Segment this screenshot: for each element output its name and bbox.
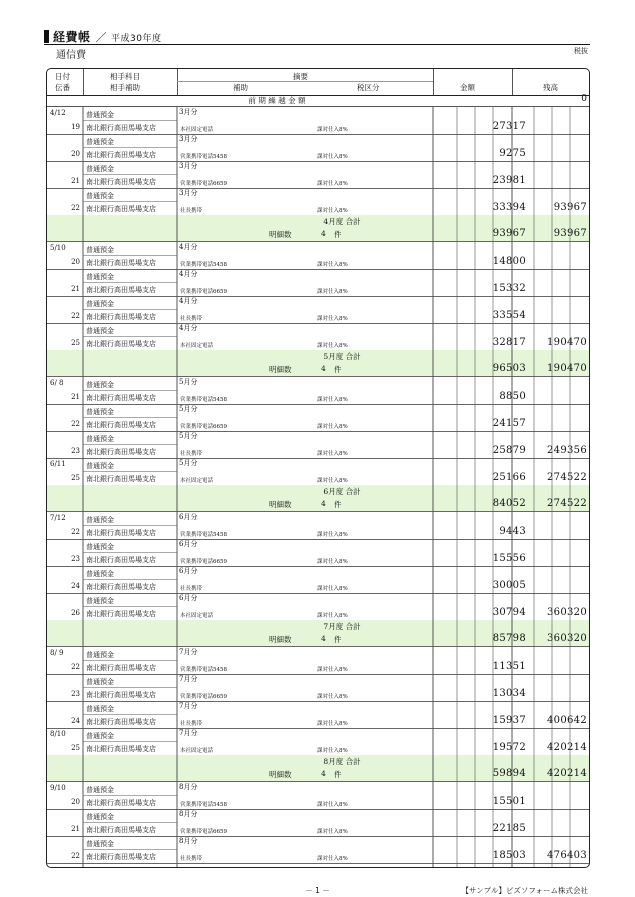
table-row	[47, 809, 589, 837]
entry-memo: 3月分	[179, 135, 198, 143]
entry-counter-sub: 南北銀行高田馬場支店	[86, 259, 156, 267]
entry-counter-account: 普通預金	[86, 840, 114, 848]
entry-tax-category: 課対仕入8%	[317, 127, 348, 133]
entry-slip-number: 22	[71, 528, 80, 536]
account-name: 通信費	[56, 50, 86, 61]
entry-memo: 3月分	[179, 162, 198, 170]
entry-memo: 5月分	[179, 405, 198, 413]
entry-subsidiary: 社長携帯	[180, 856, 203, 862]
entry-amount: 32817	[492, 337, 526, 348]
entry-counter-sub: 南北銀行高田馬場支店	[86, 610, 156, 618]
entry-slip-number: 21	[71, 825, 80, 833]
entry-amount: 25879	[492, 445, 526, 456]
entry-counter-sub: 南北銀行高田馬場支店	[86, 718, 156, 726]
entry-balance: 249356	[547, 445, 587, 456]
entry-tax-category: 課対仕入8%	[317, 613, 348, 619]
entry-tax-category: 課対仕入8%	[317, 559, 348, 565]
row-divider	[83, 174, 177, 175]
company-name: 【サンプル】ビズソフォーム株式会社	[461, 886, 588, 895]
table-row	[47, 296, 589, 324]
entry-counter-sub: 南北銀行高田馬場支店	[86, 340, 156, 348]
header-balance: 残高	[543, 83, 558, 92]
entry-memo: 4月分	[179, 324, 198, 332]
entry-slip-number: 22	[71, 420, 80, 428]
entry-amount: 23981	[492, 175, 526, 186]
entry-date: 7/12	[50, 514, 66, 522]
monthly-subtotal-row	[47, 350, 589, 377]
entry-amount: 15937	[492, 715, 526, 726]
entry-subsidiary: 社長携帯	[180, 721, 203, 727]
header-counter-sub: 相手補助	[110, 83, 140, 92]
entry-memo: 6月分	[179, 540, 198, 548]
entry-counter-sub: 南北銀行高田馬場支店	[86, 556, 156, 564]
entry-slip-number: 20	[71, 798, 80, 806]
entry-subsidiary: 営業携帯電話6659	[180, 829, 227, 835]
subtotal-amount: 59894	[492, 768, 526, 779]
entry-counter-sub: 南北銀行高田馬場支店	[86, 799, 156, 807]
entry-memo: 6月分	[179, 513, 198, 521]
entry-amount: 27317	[492, 121, 526, 132]
entry-slip-number: 20	[71, 258, 80, 266]
entry-amount: 15556	[492, 553, 526, 564]
carryover-label: 前 期 繰 越 金 額	[248, 96, 306, 105]
entry-counter-sub: 南北銀行高田馬場支店	[86, 313, 156, 321]
entry-tax-category: 課対仕入8%	[317, 316, 348, 322]
fiscal-period: 平成30年度	[111, 34, 162, 44]
entry-counter-account: 普通預金	[86, 192, 114, 200]
entry-amount: 25166	[492, 472, 526, 483]
row-divider	[83, 282, 177, 283]
entry-subsidiary: 営業携帯電話6659	[180, 424, 227, 430]
entry-amount: 22185	[492, 823, 526, 834]
entry-counter-sub: 南北銀行高田馬場支店	[86, 421, 156, 429]
entry-counter-account: 普通預金	[86, 462, 114, 470]
header-date: 日付	[55, 72, 70, 81]
entry-date: 6/11	[50, 460, 66, 468]
header-tax-category: 税区分	[357, 83, 380, 92]
entry-counter-sub: 南北銀行高田馬場支店	[86, 286, 156, 294]
header-amount: 金額	[460, 83, 475, 92]
table-row	[47, 647, 589, 675]
entry-subsidiary: 営業携帯電話5458	[180, 154, 227, 160]
entry-counter-account: 普通預金	[86, 327, 114, 335]
page-number: － 1 －	[305, 886, 330, 895]
entry-subsidiary: 営業携帯電話5458	[180, 667, 227, 673]
entry-subsidiary: 社長携帯	[180, 586, 203, 592]
entry-tax-category: 課対仕入8%	[317, 424, 348, 430]
table-row	[47, 782, 589, 810]
entry-amount: 30005	[492, 580, 526, 591]
subtotal-label: 8月度 合計	[323, 757, 361, 766]
row-divider	[83, 849, 177, 850]
subtotal-count-unit: 件	[334, 365, 342, 374]
subtotal-amount: 85798	[492, 633, 526, 644]
subtotal-label: 7月度 合計	[323, 622, 361, 631]
entry-balance: 420214	[547, 742, 587, 753]
subtotal-balance: 420214	[547, 768, 587, 779]
table-row	[47, 458, 589, 486]
entry-tax-category: 課対仕入8%	[317, 667, 348, 673]
entry-counter-account: 普通預金	[86, 408, 114, 416]
row-divider	[83, 579, 177, 580]
entry-memo: 5月分	[179, 378, 198, 386]
entry-slip-number: 23	[71, 447, 80, 455]
entry-memo: 6月分	[179, 594, 198, 602]
entry-tax-category: 課対仕入8%	[317, 829, 348, 835]
entry-counter-account: 普通預金	[86, 651, 114, 659]
ledger-table	[46, 68, 590, 868]
entry-slip-number: 22	[71, 852, 80, 860]
row-divider	[83, 822, 177, 823]
entry-slip-number: 25	[71, 339, 80, 347]
table-row	[47, 512, 589, 540]
entry-slip-number: 21	[71, 393, 80, 401]
subtotal-count: 4	[321, 769, 326, 778]
entry-subsidiary: 営業携帯電話5458	[180, 802, 227, 808]
entry-counter-account: 普通預金	[86, 678, 114, 686]
entry-counter-sub: 南北銀行高田馬場支店	[86, 475, 156, 483]
entry-subsidiary: 営業携帯電話6659	[180, 289, 227, 295]
entry-memo: 8月分	[179, 837, 198, 845]
entry-amount: 19572	[492, 742, 526, 753]
entry-tax-category: 課対仕入8%	[317, 208, 348, 214]
table-row	[47, 404, 589, 432]
entry-counter-sub: 南北銀行高田馬場支店	[86, 448, 156, 456]
subtotal-balance: 360320	[547, 633, 587, 644]
entry-memo: 7月分	[179, 648, 198, 656]
entry-counter-account: 普通預金	[86, 543, 114, 551]
entry-tax-category: 課対仕入8%	[317, 802, 348, 808]
row-divider	[83, 795, 177, 796]
row-divider	[83, 390, 177, 391]
entry-counter-account: 普通預金	[86, 246, 114, 254]
subtotal-count-label: 明細数	[269, 770, 292, 779]
row-divider	[83, 606, 177, 607]
monthly-subtotal-row	[47, 485, 589, 512]
entry-balance: 476403	[547, 850, 587, 861]
row-divider	[83, 714, 177, 715]
entry-memo: 4月分	[179, 243, 198, 251]
entry-amount: 14800	[492, 256, 526, 267]
title-bar-mark	[44, 30, 49, 43]
entry-counter-account: 普通預金	[86, 516, 114, 524]
entry-slip-number: 22	[71, 312, 80, 320]
row-divider	[83, 660, 177, 661]
entry-tax-category: 課対仕入8%	[317, 181, 348, 187]
entry-amount: 9275	[499, 148, 526, 159]
table-row	[47, 161, 589, 189]
header-subsidiary: 補助	[233, 83, 248, 92]
page-title	[53, 28, 161, 45]
entry-tax-category: 課対仕入8%	[317, 721, 348, 727]
subtotal-count: 4	[321, 634, 326, 643]
entry-counter-account: 普通預金	[86, 786, 114, 794]
entry-subsidiary: 営業携帯電話5458	[180, 532, 227, 538]
entry-memo: 7月分	[179, 702, 198, 710]
entry-counter-sub: 南北銀行高田馬場支店	[86, 853, 156, 861]
title-separator: ／	[95, 31, 108, 44]
entry-balance: 190470	[547, 337, 587, 348]
entry-counter-sub: 南北銀行高田馬場支店	[86, 178, 156, 186]
table-row	[47, 242, 589, 270]
entry-counter-sub: 南北銀行高田馬場支店	[86, 583, 156, 591]
header-column-divider	[433, 69, 434, 95]
entry-slip-number: 24	[71, 582, 80, 590]
header-column-divider	[512, 69, 513, 95]
entry-slip-number: 21	[71, 285, 80, 293]
table-row	[47, 269, 589, 297]
entry-tax-category: 課対仕入8%	[317, 748, 348, 754]
entry-tax-category: 課対仕入8%	[317, 343, 348, 349]
entry-subsidiary: 営業携帯電話5458	[180, 397, 227, 403]
entry-amount: 24157	[492, 418, 526, 429]
entry-counter-sub: 南北銀行高田馬場支店	[86, 529, 156, 537]
entry-counter-account: 普通預金	[86, 732, 114, 740]
entry-tax-category: 課対仕入8%	[317, 694, 348, 700]
header-counter-account: 相手科目	[110, 72, 140, 81]
subtotal-label: 6月度 合計	[323, 487, 361, 496]
carryover-balance: 0	[581, 94, 587, 104]
entry-counter-sub: 南北銀行高田馬場支店	[86, 745, 156, 753]
table-row	[47, 323, 589, 351]
entry-subsidiary: 本社固定電話	[180, 613, 214, 619]
entry-counter-account: 普通預金	[86, 813, 114, 821]
header-column-divider	[177, 69, 178, 95]
entry-tax-category: 課対仕入8%	[317, 532, 348, 538]
subtotal-balance: 190470	[547, 363, 587, 374]
ledger-title: 経費帳	[53, 30, 91, 44]
entry-amount: 15332	[492, 283, 526, 294]
entry-counter-sub: 南北銀行高田馬場支店	[86, 691, 156, 699]
entry-counter-account: 普通預金	[86, 138, 114, 146]
entry-slip-number: 22	[71, 204, 80, 212]
entry-tax-category: 課対仕入8%	[317, 856, 348, 862]
subtotal-count-label: 明細数	[269, 635, 292, 644]
entry-date: 8/10	[50, 730, 66, 738]
entry-amount: 18503	[492, 850, 526, 861]
table-header	[47, 69, 589, 96]
entry-counter-account: 普通預金	[86, 273, 114, 281]
entry-slip-number: 25	[71, 474, 80, 482]
entry-amount: 33554	[492, 310, 526, 321]
entry-amount: 15501	[492, 796, 526, 807]
entry-memo: 3月分	[179, 189, 198, 197]
entry-slip-number: 23	[71, 690, 80, 698]
table-row	[47, 728, 589, 756]
entry-amount: 13034	[492, 688, 526, 699]
entry-slip-number: 22	[71, 663, 80, 671]
row-divider	[83, 147, 177, 148]
row-divider	[83, 255, 177, 256]
title-underline	[44, 44, 590, 45]
entry-balance: 274522	[547, 472, 587, 483]
entry-counter-account: 普通預金	[86, 111, 114, 119]
row-divider	[83, 471, 177, 472]
entry-memo: 7月分	[179, 675, 198, 683]
entry-subsidiary: 本社固定電話	[180, 343, 214, 349]
subtotal-count: 4	[321, 364, 326, 373]
entry-slip-number: 23	[71, 555, 80, 563]
entry-counter-sub: 南北銀行高田馬場支店	[86, 394, 156, 402]
table-row	[47, 674, 589, 702]
subtotal-label: 4月度 合計	[323, 217, 361, 226]
monthly-subtotal-row	[47, 620, 589, 647]
table-row	[47, 188, 589, 216]
entry-memo: 8月分	[179, 783, 198, 791]
subtotal-label: 5月度 合計	[323, 352, 361, 361]
subtotal-count-label: 明細数	[269, 230, 292, 239]
table-row	[47, 431, 589, 459]
entry-date: 6/ 8	[50, 379, 64, 387]
entry-memo: 5月分	[179, 459, 198, 467]
entry-counter-account: 普通預金	[86, 165, 114, 173]
entry-tax-category: 課対仕入8%	[317, 262, 348, 268]
tax-mode-label: 税抜	[574, 47, 588, 55]
entry-slip-number: 26	[71, 609, 80, 617]
row-divider	[83, 201, 177, 202]
entry-tax-category: 課対仕入8%	[317, 586, 348, 592]
row-divider	[83, 309, 177, 310]
entry-counter-sub: 南北銀行高田馬場支店	[86, 826, 156, 834]
entry-subsidiary: 営業携帯電話6659	[180, 559, 227, 565]
subtotal-count-label: 明細数	[269, 365, 292, 374]
entry-counter-sub: 南北銀行高田馬場支店	[86, 151, 156, 159]
entry-memo: 7月分	[179, 729, 198, 737]
entry-balance: 93967	[553, 202, 587, 213]
header-slip: 伝番	[55, 83, 70, 92]
row-divider	[83, 552, 177, 553]
entry-counter-account: 普通預金	[86, 381, 114, 389]
entry-counter-sub: 南北銀行高田馬場支店	[86, 205, 156, 213]
header-column-divider	[83, 69, 84, 95]
entry-subsidiary: 社長携帯	[180, 316, 203, 322]
entry-memo: 3月分	[179, 108, 198, 116]
entry-slip-number: 21	[71, 177, 80, 185]
entry-amount: 11351	[492, 661, 526, 672]
entry-counter-account: 普通預金	[86, 705, 114, 713]
table-row	[47, 593, 589, 621]
header-memo: 摘要	[293, 72, 308, 81]
subtotal-balance: 274522	[547, 498, 587, 509]
entry-balance: 360320	[547, 607, 587, 618]
entry-counter-account: 普通預金	[86, 570, 114, 578]
entry-amount: 33394	[492, 202, 526, 213]
entry-subsidiary: 営業携帯電話6659	[180, 181, 227, 187]
subtotal-count: 4	[321, 229, 326, 238]
entry-subsidiary: 本社固定電話	[180, 748, 214, 754]
row-divider	[83, 444, 177, 445]
entry-date: 5/10	[50, 244, 66, 252]
subtotal-amount: 84052	[492, 498, 526, 509]
entry-subsidiary: 本社固定電話	[180, 127, 214, 133]
entry-tax-category: 課対仕入8%	[317, 451, 348, 457]
monthly-subtotal-row	[47, 755, 589, 782]
entry-counter-account: 普通預金	[86, 435, 114, 443]
entry-tax-category: 課対仕入8%	[317, 154, 348, 160]
entry-subsidiary: 営業携帯電話5458	[180, 262, 227, 268]
subtotal-amount: 96503	[492, 363, 526, 374]
subtotal-count-unit: 件	[334, 230, 342, 239]
table-row	[47, 134, 589, 162]
header-memo-divider	[177, 81, 433, 82]
row-divider	[83, 741, 177, 742]
subtotal-balance: 93967	[553, 228, 587, 239]
subtotal-count: 4	[321, 499, 326, 508]
carryover-row	[47, 95, 589, 107]
subtotal-count-unit: 件	[334, 635, 342, 644]
row-divider	[83, 525, 177, 526]
row-divider	[83, 417, 177, 418]
table-row	[47, 836, 589, 864]
entry-date: 9/10	[50, 784, 66, 792]
entry-counter-account: 普通預金	[86, 300, 114, 308]
entry-slip-number: 25	[71, 744, 80, 752]
entry-subsidiary: 社長携帯	[180, 208, 203, 214]
subtotal-count-unit: 件	[334, 770, 342, 779]
entry-amount: 30794	[492, 607, 526, 618]
entry-slip-number: 20	[71, 150, 80, 158]
entry-memo: 4月分	[179, 270, 198, 278]
entry-memo: 5月分	[179, 432, 198, 440]
table-row	[47, 701, 589, 729]
entry-date: 4/12	[50, 109, 66, 117]
entry-slip-number: 24	[71, 717, 80, 725]
entry-subsidiary: 社長携帯	[180, 451, 203, 457]
subtotal-count-unit: 件	[334, 500, 342, 509]
table-row	[47, 107, 589, 135]
row-divider	[83, 336, 177, 337]
table-row	[47, 539, 589, 567]
entry-slip-number: 19	[71, 123, 80, 131]
table-row	[47, 377, 589, 405]
row-divider	[83, 687, 177, 688]
entry-tax-category: 課対仕入8%	[317, 478, 348, 484]
entry-tax-category: 課対仕入8%	[317, 397, 348, 403]
entry-subsidiary: 本社固定電話	[180, 478, 214, 484]
entry-date: 8/ 9	[50, 649, 64, 657]
entry-amount: 9443	[499, 526, 526, 537]
entry-subsidiary: 営業携帯電話6659	[180, 694, 227, 700]
entry-balance: 400642	[547, 715, 587, 726]
entry-counter-account: 普通預金	[86, 597, 114, 605]
entry-tax-category: 課対仕入8%	[317, 289, 348, 295]
subtotal-count-label: 明細数	[269, 500, 292, 509]
row-divider	[83, 120, 177, 121]
entry-memo: 6月分	[179, 567, 198, 575]
monthly-subtotal-row	[47, 215, 589, 242]
subtotal-amount: 93967	[492, 228, 526, 239]
entry-counter-sub: 南北銀行高田馬場支店	[86, 664, 156, 672]
entry-memo: 8月分	[179, 810, 198, 818]
entry-amount: 8850	[499, 391, 526, 402]
entry-memo: 4月分	[179, 297, 198, 305]
entry-counter-sub: 南北銀行高田馬場支店	[86, 124, 156, 132]
table-row	[47, 566, 589, 594]
